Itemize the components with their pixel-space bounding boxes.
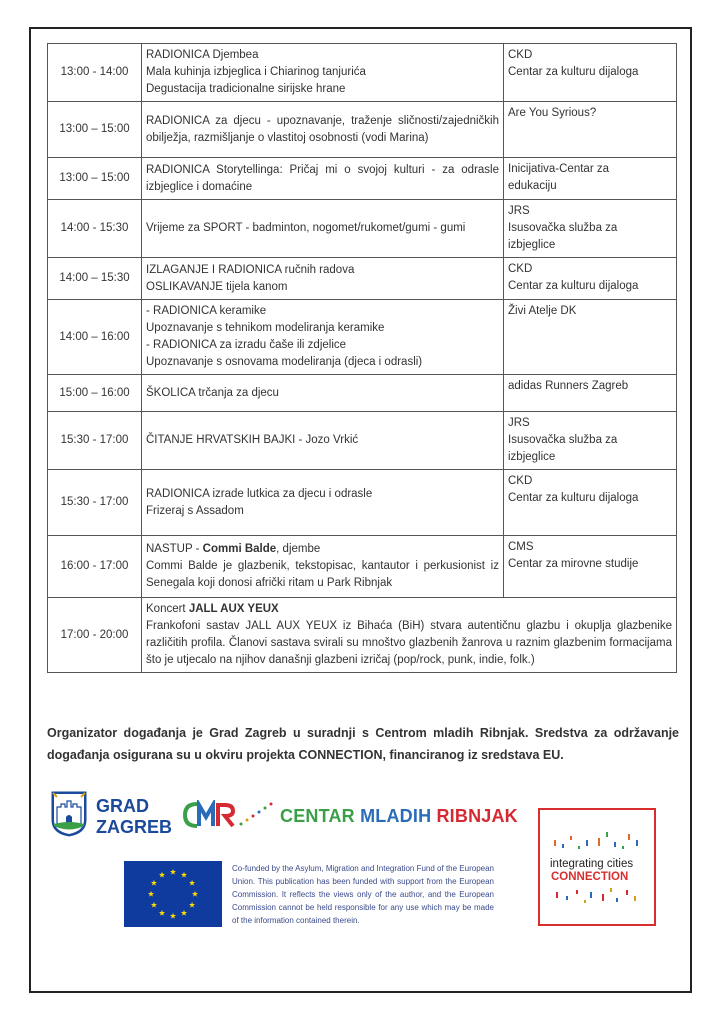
schedule-row bbox=[48, 375, 677, 412]
connection-text: CONNECTION bbox=[551, 871, 629, 883]
schedule-table bbox=[47, 43, 677, 673]
description-highlight: Commi Balde bbox=[202, 543, 277, 555]
cmr-word-centar: CENTAR bbox=[280, 806, 355, 826]
description-text: IZLAGANJE I RADIONICA ručnih radova bbox=[146, 263, 355, 276]
schedule-row bbox=[48, 258, 677, 300]
description-line bbox=[146, 303, 499, 320]
schedule-organizer bbox=[504, 375, 677, 412]
eu-star bbox=[181, 910, 187, 916]
schedule-description bbox=[142, 412, 504, 470]
zagreb-coat-of-arms-icon bbox=[50, 790, 88, 838]
schedule-organizer bbox=[504, 536, 677, 598]
schedule-description bbox=[142, 375, 504, 412]
schedule-organizer bbox=[504, 158, 677, 200]
description-text: Frankofoni sastav JALL AUX YEUX iz Bihaća (BiH) stvara autentičnu glazbu i okuplja glazbenike različitih profila. Članovi sastava svirali su mnoštvo glazbenih žanrova u raznim glazbenim formacijama što je utjecalo na njihov današnji glazbeni izričaj (pop/rock, punk, indie, folk.) bbox=[146, 620, 672, 666]
description-line bbox=[146, 432, 499, 449]
organizer-line: Centar za mirovne studije bbox=[508, 558, 639, 570]
description-line bbox=[146, 113, 499, 147]
organizer-line: Centar za kulturu dijaloga bbox=[508, 66, 639, 78]
description-line bbox=[146, 81, 499, 98]
schedule-description bbox=[142, 200, 504, 258]
organizer-line: CKD bbox=[508, 263, 533, 275]
organizer-note: Organizator događanja je Grad Zagreb u suradnji s Centrom mladih Ribnjak. Sredstva za održavanje događanja osigurana su u okviru projekta CONNECTION, financiranog iz sredstava EU. bbox=[47, 726, 679, 762]
eu-star bbox=[151, 880, 157, 886]
description-text: ČITANJE HRVATSKIH BAJKI - Jozo Vrkić bbox=[146, 434, 359, 446]
eu-star bbox=[181, 872, 187, 878]
organizer-line: Are You Syrious? bbox=[508, 107, 597, 119]
schedule-time: 14:00 - 15:30 bbox=[48, 200, 142, 258]
integrating-cities-logo bbox=[538, 808, 656, 926]
description-text: Frizeraj s Assadom bbox=[146, 504, 244, 517]
schedule-time: 14:00 – 15:30 bbox=[48, 258, 142, 300]
schedule-row bbox=[48, 536, 677, 598]
schedule-organizer bbox=[504, 412, 677, 470]
description-line bbox=[146, 320, 499, 337]
integrating-cities-text: integrating cities bbox=[550, 858, 634, 870]
description-line bbox=[146, 541, 499, 558]
description-text: Upoznavanje s tehnikom modeliranja keramike bbox=[146, 322, 385, 334]
cmr-wordmark bbox=[280, 806, 518, 827]
eu-star bbox=[189, 880, 195, 886]
schedule-row bbox=[48, 200, 677, 258]
schedule-organizer bbox=[504, 102, 677, 158]
description-text: RADIONICA Storytellinga: Pričaj mi o svojoj kulturi - za odrasle izbjeglice i domaćine bbox=[146, 163, 499, 193]
description-line bbox=[146, 558, 499, 592]
description-text: Upoznavanje s osnovama modeliranja (djeca i odrasli) bbox=[146, 356, 423, 368]
grad-zagreb-line2: ZAGREB bbox=[96, 817, 172, 837]
organizer-line: JRS bbox=[508, 417, 530, 429]
schedule-organizer bbox=[504, 44, 677, 102]
schedule-description bbox=[142, 258, 504, 300]
description-line bbox=[146, 162, 499, 196]
schedule-body bbox=[48, 44, 677, 673]
description-text: Commi Balde je glazbenik, tekstopisac, kantautor i perkusionist iz Senegala koji donosi afrički ritam u Park Ribnjak bbox=[146, 560, 499, 589]
schedule-row bbox=[48, 158, 677, 200]
cmr-word-ribnjak: RIBNJAK bbox=[436, 806, 518, 826]
schedule-description bbox=[142, 102, 504, 158]
organizer-line: adidas Runners Zagreb bbox=[508, 380, 629, 392]
eu-star bbox=[189, 902, 195, 908]
schedule-description bbox=[142, 536, 504, 598]
organizer-line: Isusovačka služba za bbox=[508, 222, 618, 234]
description-line bbox=[146, 486, 499, 503]
schedule-organizer bbox=[504, 470, 677, 536]
organizer-line: Inicijativa-Centar za bbox=[508, 163, 609, 175]
eu-star bbox=[159, 910, 165, 916]
cmr-logo-icon bbox=[183, 800, 275, 830]
description-text: NASTUP - bbox=[146, 543, 203, 555]
schedule-organizer bbox=[504, 300, 677, 375]
description-highlight: JALL AUX YEUX bbox=[188, 603, 279, 615]
schedule-row bbox=[48, 300, 677, 375]
schedule-description bbox=[142, 598, 677, 673]
organizer-line: Isusovačka služba za bbox=[508, 434, 618, 446]
schedule-time: 13:00 – 15:00 bbox=[48, 102, 142, 158]
grad-zagreb-line1: GRAD bbox=[96, 796, 149, 816]
description-text: Mala kuhinja izbjeglica i Chiarinog tanjurića bbox=[146, 66, 366, 78]
schedule-row bbox=[48, 412, 677, 470]
organizer-line: Centar za kulturu dijaloga bbox=[508, 280, 639, 292]
description-text: - RADIONICA keramike bbox=[146, 305, 267, 317]
eu-star bbox=[148, 891, 154, 897]
organizer-line: CKD bbox=[508, 475, 533, 487]
eu-flag bbox=[124, 861, 222, 927]
description-line bbox=[146, 47, 499, 64]
description-text: Degustacija tradicionalne sirijske hrane bbox=[146, 83, 346, 95]
organizer-line: Centar za kulturu dijaloga bbox=[508, 492, 639, 504]
organizer-line: edukaciju bbox=[508, 180, 557, 192]
grad-zagreb-wordmark bbox=[96, 796, 172, 838]
schedule-time: 17:00 - 20:00 bbox=[48, 598, 142, 673]
description-line bbox=[146, 503, 499, 520]
schedule-row bbox=[48, 470, 677, 536]
description-text: , djembe bbox=[276, 543, 321, 555]
schedule-time: 15:30 - 17:00 bbox=[48, 470, 142, 536]
description-text: OSLIKAVANJE tijela kanom bbox=[146, 280, 288, 293]
description-line bbox=[146, 385, 499, 402]
description-line bbox=[146, 262, 499, 279]
schedule-time: 15:30 - 17:00 bbox=[48, 412, 142, 470]
description-line bbox=[146, 601, 672, 618]
description-text: RADIONICA za djecu - upoznavanje, traženje sličnosti/zajedničkih obilježja, razmišljanje o vlastitoj osobnosti (vodi Marina) bbox=[146, 114, 499, 144]
schedule-time: 13:00 - 14:00 bbox=[48, 44, 142, 102]
organizer-line: CKD bbox=[508, 49, 533, 61]
organizer-line: Živi Atelje DK bbox=[508, 305, 577, 317]
schedule-row bbox=[48, 102, 677, 158]
schedule-time: 14:00 – 16:00 bbox=[48, 300, 142, 375]
organizer-line: JRS bbox=[508, 205, 530, 217]
description-line bbox=[146, 64, 499, 81]
description-line bbox=[146, 618, 672, 669]
cmr-word-mladih: MLADIH bbox=[360, 806, 432, 826]
description-line bbox=[146, 337, 499, 354]
organizer-line: izbjeglice bbox=[508, 239, 556, 251]
schedule-description bbox=[142, 470, 504, 536]
description-line bbox=[146, 279, 499, 296]
description-text: ŠKOLICA trčanja za djecu bbox=[146, 386, 279, 399]
schedule-organizer bbox=[504, 258, 677, 300]
schedule-time: 16:00 - 17:00 bbox=[48, 536, 142, 598]
schedule-row bbox=[48, 598, 677, 673]
description-line bbox=[146, 220, 499, 237]
schedule-time: 13:00 – 15:00 bbox=[48, 158, 142, 200]
organizer-line: CMS bbox=[508, 541, 534, 553]
eu-funding-note: Co-funded by the Asylum, Migration and Integration Fund of the European Union. This publication has been funded with support from the European Commission. It reflects the views only of the author, and the European Commission cannot be held responsible for any use which may be made of the information contained therein. bbox=[232, 864, 494, 925]
description-text: - RADIONICA za izradu čaše ili zdjelice bbox=[146, 339, 347, 351]
eu-star bbox=[192, 891, 198, 897]
schedule-time: 15:00 – 16:00 bbox=[48, 375, 142, 412]
schedule-description bbox=[142, 300, 504, 375]
schedule-row bbox=[48, 44, 677, 102]
eu-star bbox=[170, 913, 176, 919]
description-text: Koncert bbox=[146, 603, 189, 615]
eu-star bbox=[159, 872, 165, 878]
description-text: RADIONICA Djembea bbox=[146, 49, 259, 61]
description-text: Vrijeme za SPORT - badminton, nogomet/rukomet/gumi - gumi bbox=[146, 222, 466, 234]
schedule-organizer bbox=[504, 200, 677, 258]
schedule-description bbox=[142, 158, 504, 200]
eu-star bbox=[151, 902, 157, 908]
eu-star bbox=[170, 869, 176, 875]
description-text: RADIONICA izrade lutkica za djecu i odrasle bbox=[146, 487, 373, 500]
description-line bbox=[146, 354, 499, 371]
schedule-description bbox=[142, 44, 504, 102]
eu-stars-icon bbox=[124, 861, 222, 927]
organizer-line: izbjeglice bbox=[508, 451, 556, 463]
